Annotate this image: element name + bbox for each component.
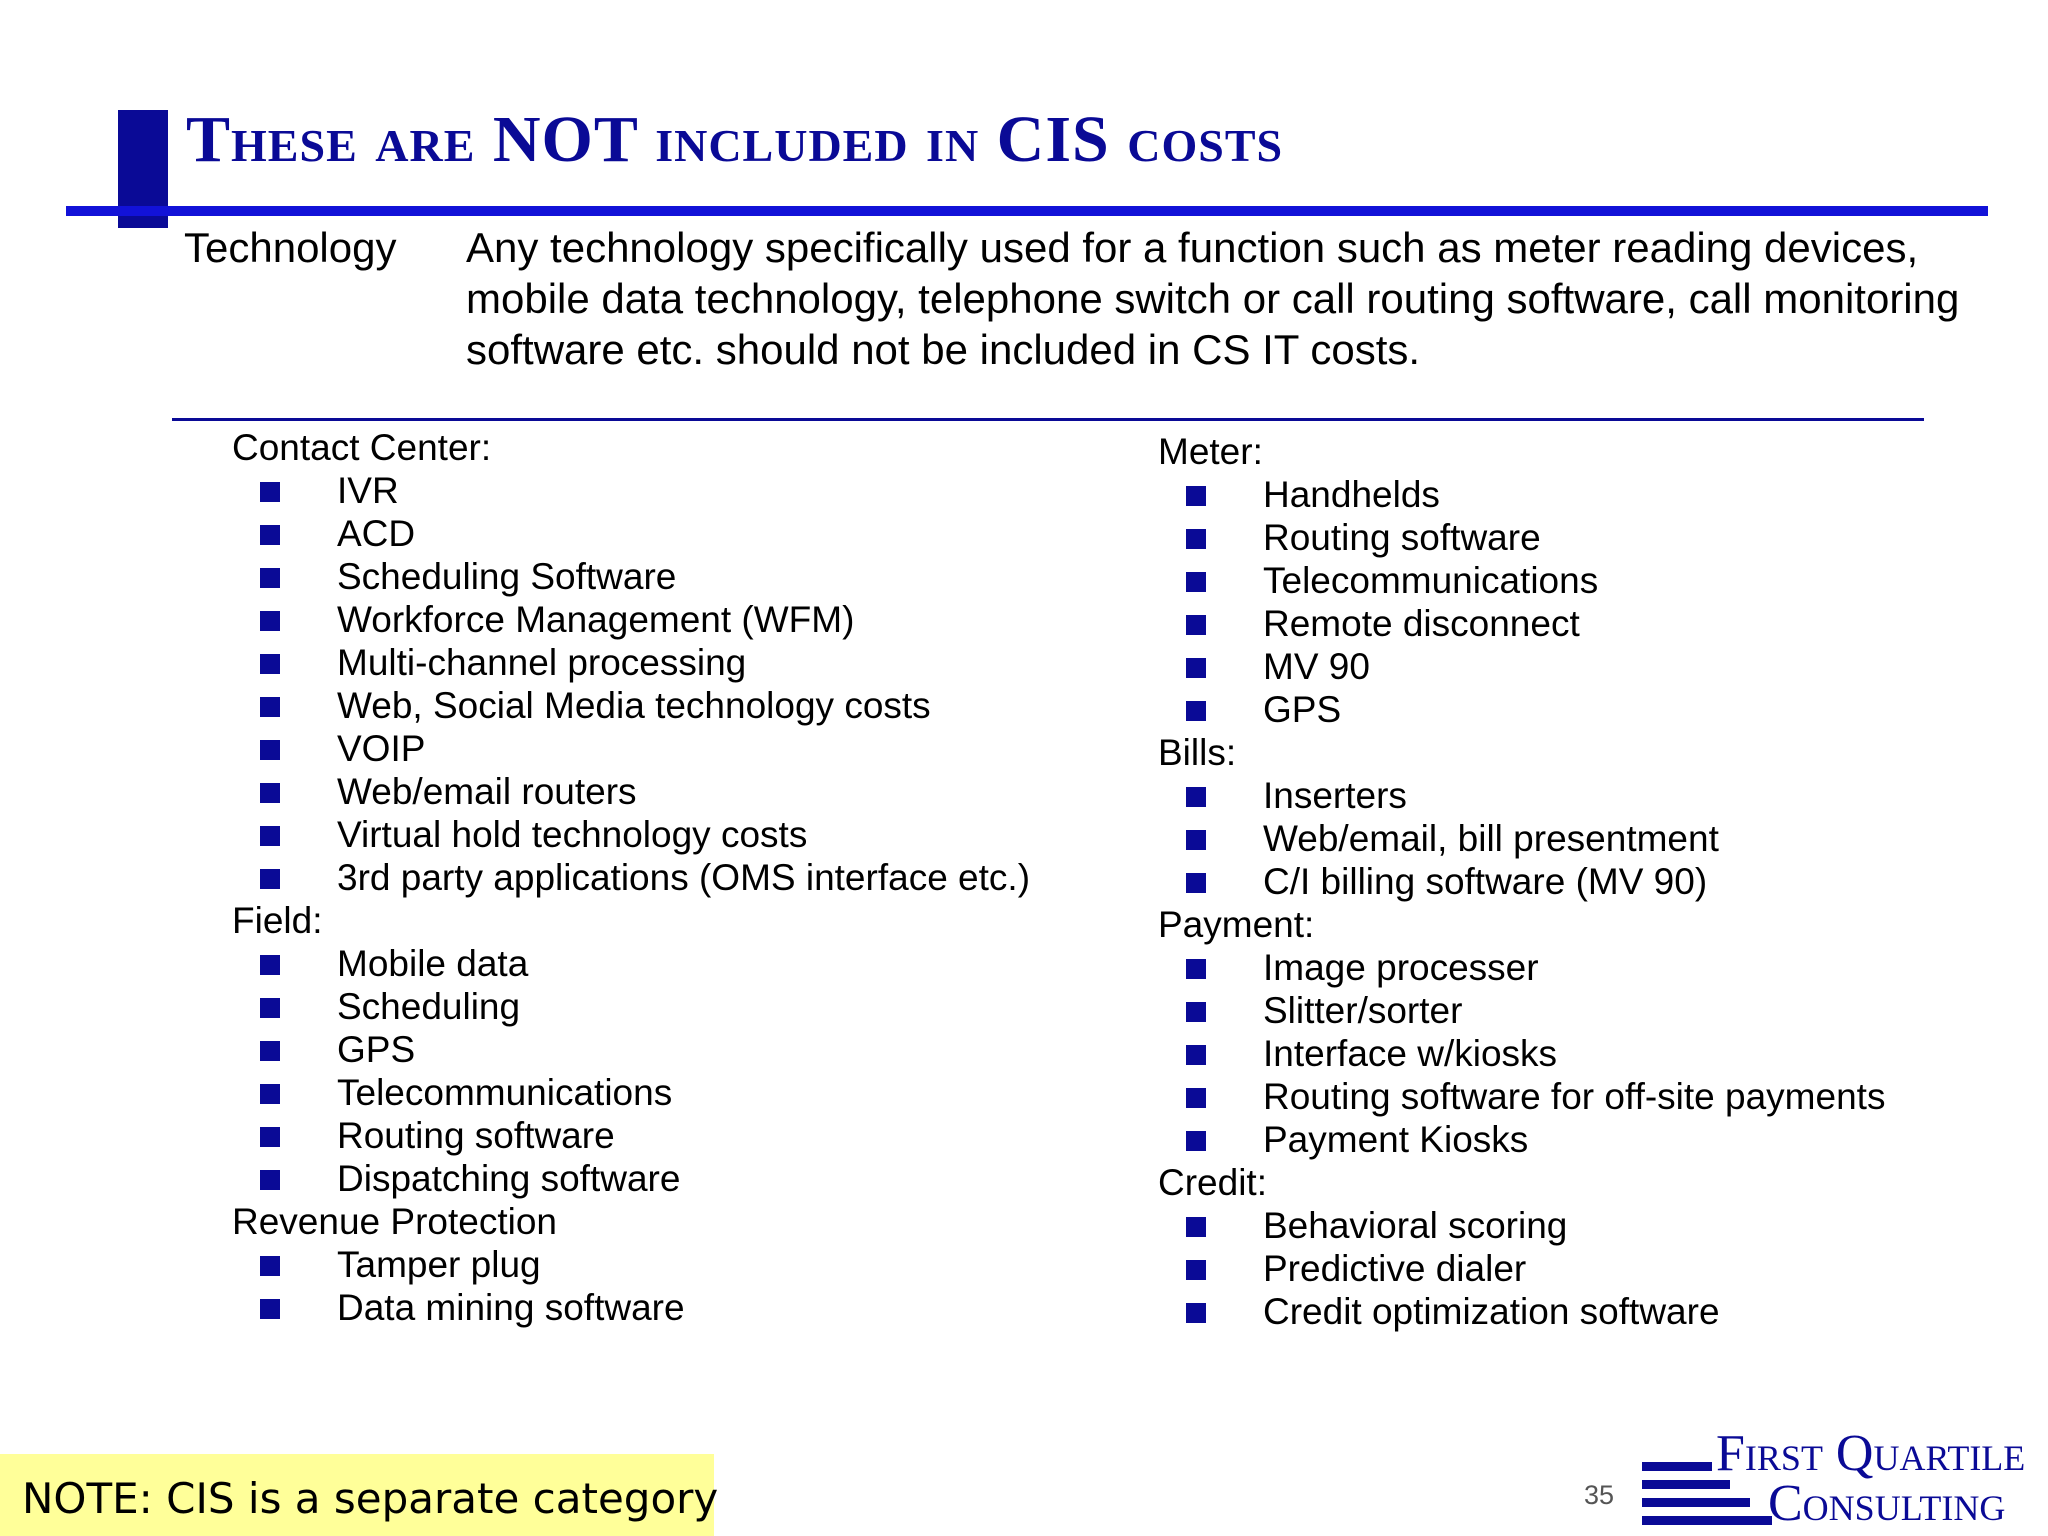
list-item-label: Telecommunications: [1263, 560, 1599, 601]
square-bullet-icon: [260, 1170, 280, 1190]
list-item: [232, 856, 1152, 899]
list-item: [1158, 1204, 2048, 1247]
list-item-label: Credit optimization software: [1263, 1291, 1720, 1332]
square-bullet-icon: [1186, 787, 1206, 807]
square-bullet-icon: [1186, 486, 1206, 506]
logo-bar: [1642, 1462, 1712, 1471]
square-bullet-icon: [260, 826, 280, 846]
list-item: [1158, 688, 2048, 731]
list-item-label: ACD: [337, 513, 416, 554]
square-bullet-icon: [260, 1256, 280, 1276]
list-item: [232, 1243, 1152, 1286]
list-item: [1158, 946, 2048, 989]
category-heading: Payment:: [1158, 904, 1315, 945]
list-item-label: Web, Social Media technology costs: [337, 685, 931, 726]
list-item-label: Scheduling Software: [337, 556, 677, 597]
list-item-label: Inserters: [1263, 775, 1407, 816]
list-item-label: Slitter/sorter: [1263, 990, 1463, 1031]
list-item-label: IVR: [337, 470, 399, 511]
square-bullet-icon: [260, 611, 280, 631]
list-item-label: Payment Kiosks: [1263, 1119, 1529, 1160]
list-item: [1158, 516, 2048, 559]
square-bullet-icon: [1186, 959, 1206, 979]
list-item: [232, 684, 1152, 727]
list-item: [232, 985, 1152, 1028]
square-bullet-icon: [1186, 1045, 1206, 1065]
list-item: [232, 813, 1152, 856]
square-bullet-icon: [260, 998, 280, 1018]
list-item: [1158, 989, 2048, 1032]
note-box: [0, 1454, 719, 1536]
square-bullet-icon: [260, 568, 280, 588]
list-item: [232, 942, 1152, 985]
list-item: [1158, 1118, 2048, 1161]
list-item: [1158, 774, 2048, 817]
list-item: [232, 512, 1152, 555]
list-item: [1158, 817, 2048, 860]
list-item: [232, 1028, 1152, 1071]
list-item-label: Telecommunications: [337, 1072, 673, 1113]
list-item-label: Web/email, bill presentment: [1263, 818, 1719, 859]
list-item: [232, 727, 1152, 770]
category-heading: Revenue Protection: [232, 1201, 557, 1242]
list-item-label: Tamper plug: [337, 1244, 541, 1285]
list-item-label: MV 90: [1263, 646, 1370, 687]
list-item-label: Data mining software: [337, 1287, 685, 1328]
category-heading: Meter:: [1158, 431, 1263, 472]
logo-bar: [1642, 1516, 1772, 1525]
list-item: [232, 641, 1152, 684]
list-item-label: Virtual hold technology costs: [337, 814, 808, 855]
list-item-label: Routing software for off-site payments: [1263, 1076, 1886, 1117]
company-logo: [1640, 1420, 2048, 1536]
square-bullet-icon: [1186, 701, 1206, 721]
square-bullet-icon: [260, 525, 280, 545]
list-item-label: Dispatching software: [337, 1158, 681, 1199]
square-bullet-icon: [260, 1299, 280, 1319]
page-title: These are NOT included in CIS costs: [186, 103, 1284, 176]
title-underline-rule: [66, 206, 1988, 216]
category-heading: Contact Center:: [232, 427, 492, 468]
square-bullet-icon: [1186, 658, 1206, 678]
list-item-label: Predictive dialer: [1263, 1248, 1527, 1289]
square-bullet-icon: [1186, 1002, 1206, 1022]
list-item: [1158, 602, 2048, 645]
section-divider: [172, 418, 1924, 421]
square-bullet-icon: [260, 869, 280, 889]
square-bullet-icon: [1186, 1217, 1206, 1237]
logo-line-1: First Quartile: [1716, 1425, 2026, 1482]
list-item: [1158, 1032, 2048, 1075]
left-category-column: [232, 426, 1152, 1329]
technology-description: Any technology specifically used for a function such as meter reading devices, mobile data technology, telephone switch or call routing software, call monitoring software etc. should not be included in CS IT costs.: [466, 224, 1960, 373]
square-bullet-icon: [1186, 1088, 1206, 1108]
square-bullet-icon: [260, 1127, 280, 1147]
list-item: [232, 555, 1152, 598]
list-item: [1158, 473, 2048, 516]
square-bullet-icon: [1186, 572, 1206, 592]
square-bullet-icon: [1186, 1303, 1206, 1323]
square-bullet-icon: [1186, 1131, 1206, 1151]
list-item-label: Image processer: [1263, 947, 1539, 988]
technology-label: Technology: [184, 224, 397, 271]
list-item: [232, 1114, 1152, 1157]
list-item-label: Routing software: [1263, 517, 1541, 558]
category-heading: Bills:: [1158, 732, 1237, 773]
list-item-label: Mobile data: [337, 943, 529, 984]
square-bullet-icon: [260, 955, 280, 975]
list-item-label: Routing software: [337, 1115, 615, 1156]
note-text: NOTE: CIS is a separate category: [22, 1474, 719, 1523]
category-heading: Field:: [232, 900, 323, 941]
list-item-label: Scheduling: [337, 986, 521, 1027]
square-bullet-icon: [260, 1084, 280, 1104]
list-item: [232, 1157, 1152, 1200]
list-item: [1158, 1247, 2048, 1290]
square-bullet-icon: [260, 482, 280, 502]
category-heading: Credit:: [1158, 1162, 1267, 1203]
square-bullet-icon: [1186, 615, 1206, 635]
list-item-label: Multi-channel processing: [337, 642, 747, 683]
page-number: 35: [1584, 1480, 1615, 1510]
list-item-label: Behavioral scoring: [1263, 1205, 1568, 1246]
list-item: [1158, 860, 2048, 903]
list-item-label: Web/email routers: [337, 771, 637, 812]
list-item-label: Remote disconnect: [1263, 603, 1580, 644]
square-bullet-icon: [260, 654, 280, 674]
list-item: [232, 469, 1152, 512]
square-bullet-icon: [260, 1041, 280, 1061]
logo-line-2: Consulting: [1768, 1475, 2006, 1532]
list-item: [1158, 645, 2048, 688]
list-item: [1158, 1075, 2048, 1118]
list-item-label: VOIP: [337, 728, 426, 769]
square-bullet-icon: [1186, 529, 1206, 549]
square-bullet-icon: [260, 697, 280, 717]
list-item: [1158, 1290, 2048, 1333]
list-item-label: Workforce Management (WFM): [337, 599, 855, 640]
list-item: [232, 770, 1152, 813]
list-item: [1158, 559, 2048, 602]
list-item: [232, 598, 1152, 641]
square-bullet-icon: [260, 740, 280, 760]
list-item-label: C/I billing software (MV 90): [1263, 861, 1708, 902]
list-item-label: Handhelds: [1263, 474, 1440, 515]
square-bullet-icon: [260, 783, 280, 803]
list-item-label: Interface w/kiosks: [1263, 1033, 1558, 1074]
list-item-label: GPS: [337, 1029, 416, 1070]
list-item-label: 3rd party applications (OMS interface etc.): [337, 857, 1031, 898]
list-item: [232, 1071, 1152, 1114]
right-category-column: [1158, 430, 2048, 1333]
square-bullet-icon: [1186, 873, 1206, 893]
list-item-label: GPS: [1263, 689, 1342, 730]
square-bullet-icon: [1186, 830, 1206, 850]
logo-bar: [1642, 1498, 1750, 1507]
list-item: [232, 1286, 1152, 1329]
square-bullet-icon: [1186, 1260, 1206, 1280]
